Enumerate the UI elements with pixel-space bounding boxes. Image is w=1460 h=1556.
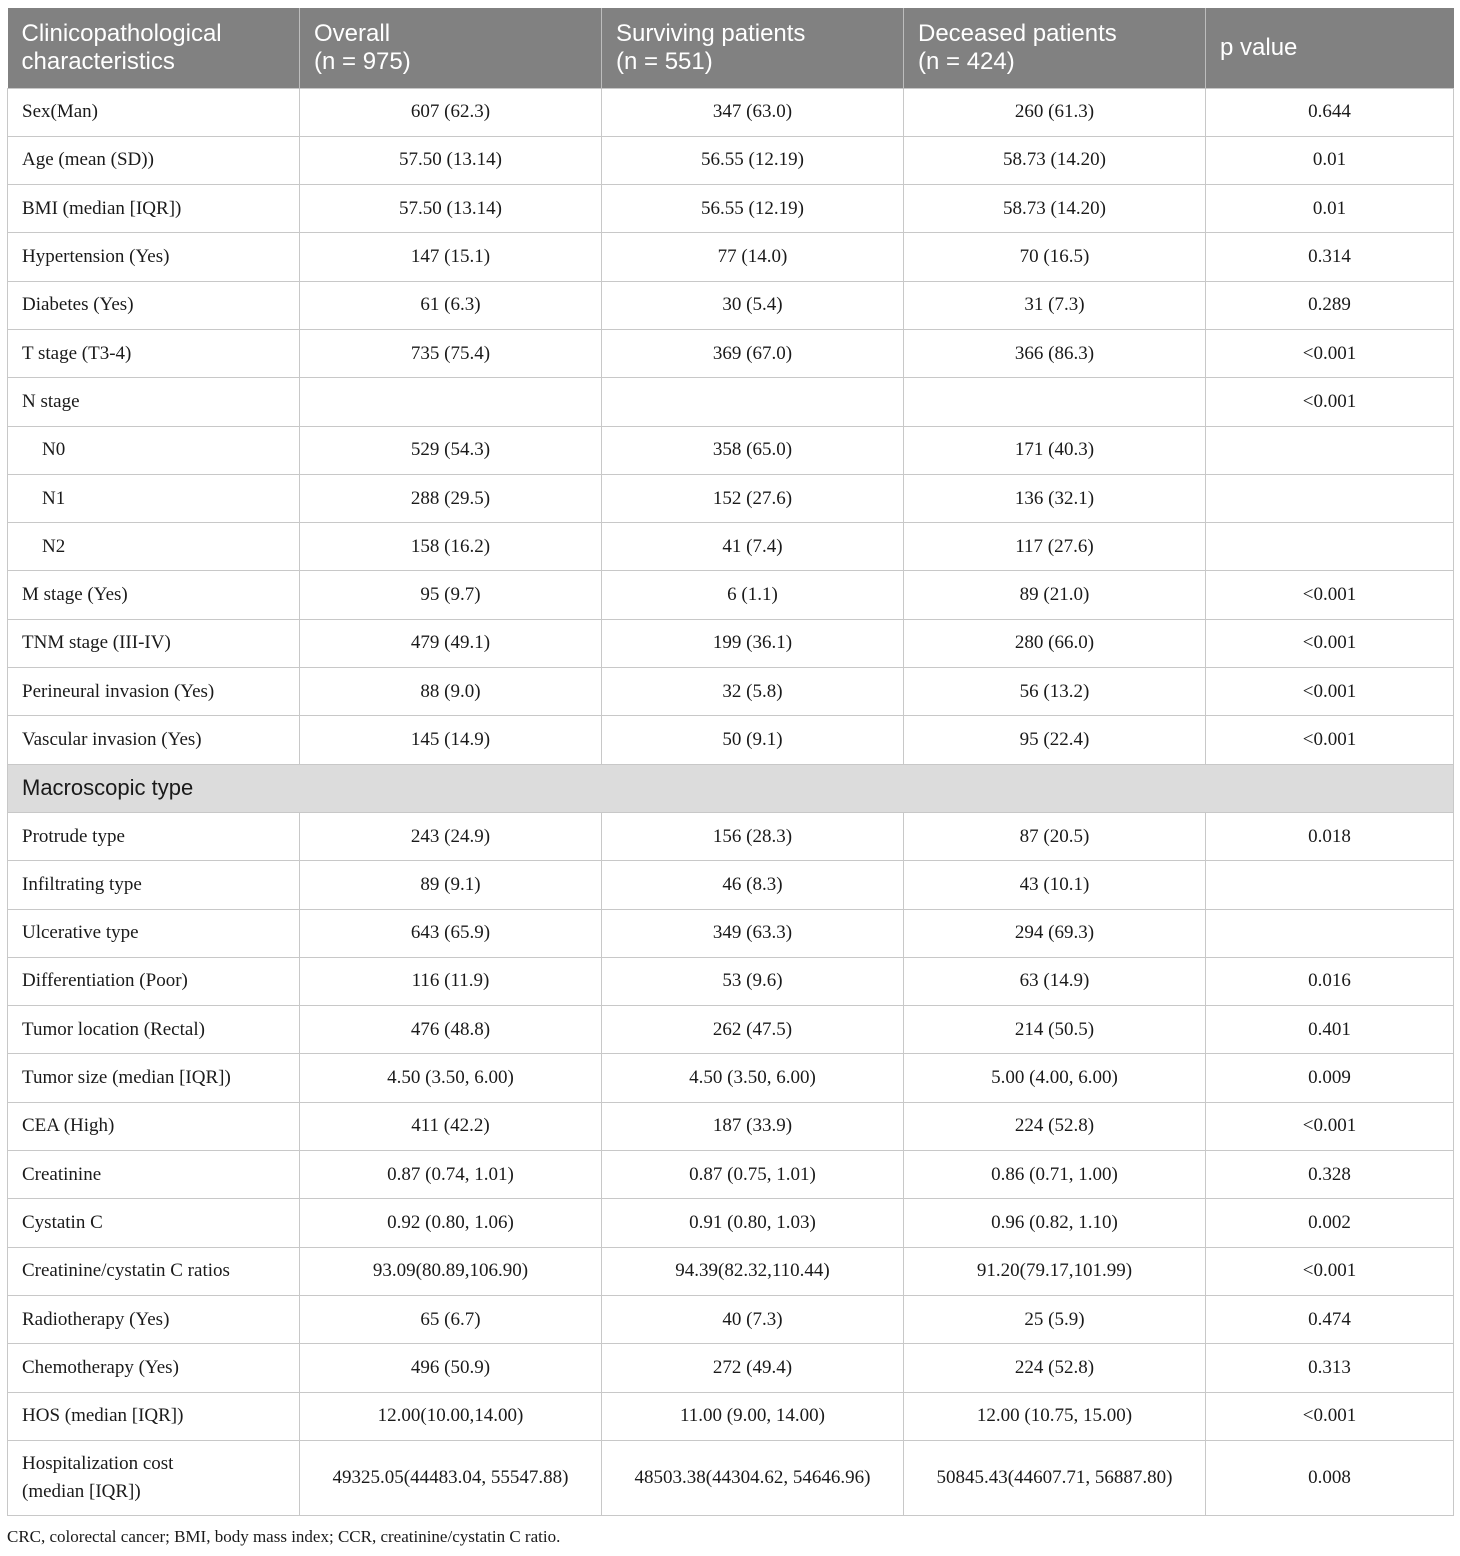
- deceased-value: 43 (10.1): [904, 861, 1206, 909]
- p-value: 0.644: [1206, 88, 1454, 136]
- overall-value: 145 (14.9): [300, 716, 602, 764]
- surviving-value: 56.55 (12.19): [602, 185, 904, 233]
- table-footnote: CRC, colorectal cancer; BMI, body mass index; CCR, creatinine/cystatin C ratio.: [7, 1527, 561, 1546]
- p-value: [1206, 861, 1454, 909]
- deceased-value: 0.96 (0.82, 1.10): [904, 1199, 1206, 1247]
- row-label: Radiotherapy (Yes): [8, 1295, 300, 1343]
- surviving-value: 40 (7.3): [602, 1295, 904, 1343]
- row-label: Creatinine/cystatin C ratios: [8, 1247, 300, 1295]
- overall-value: 57.50 (13.14): [300, 136, 602, 184]
- p-value: 0.01: [1206, 185, 1454, 233]
- p-value: [1206, 909, 1454, 957]
- deceased-value: 95 (22.4): [904, 716, 1206, 764]
- header-line: (n = 975): [314, 47, 411, 75]
- header-line: (n = 424): [918, 47, 1015, 75]
- table-row: [8, 136, 1454, 184]
- overall-value: 607 (62.3): [300, 88, 602, 136]
- row-label: N2: [8, 523, 300, 571]
- overall-value: [300, 378, 602, 426]
- header-line: Clinicopathological: [21, 19, 222, 47]
- header-characteristics: [8, 8, 300, 88]
- deceased-value: 280 (66.0): [904, 619, 1206, 667]
- row-label: Age (mean (SD)): [8, 136, 300, 184]
- p-value: 0.314: [1206, 233, 1454, 281]
- surviving-value: 262 (47.5): [602, 1006, 904, 1054]
- overall-value: 735 (75.4): [300, 329, 602, 377]
- table-row: [8, 233, 1454, 281]
- overall-value: 288 (29.5): [300, 474, 602, 522]
- table-row: [8, 571, 1454, 619]
- header-row: [8, 8, 1454, 88]
- header-line: p value: [1220, 33, 1298, 61]
- table-row: [8, 1054, 1454, 1102]
- table-row: [8, 1392, 1454, 1440]
- p-value: <0.001: [1206, 1102, 1454, 1150]
- table-row: [8, 1440, 1454, 1515]
- row-label: Tumor location (Rectal): [8, 1006, 300, 1054]
- p-value: 0.018: [1206, 812, 1454, 860]
- table-row: [8, 1199, 1454, 1247]
- table-row: [8, 1102, 1454, 1150]
- deceased-value: 224 (52.8): [904, 1344, 1206, 1392]
- overall-value: 0.92 (0.80, 1.06): [300, 1199, 602, 1247]
- deceased-value: 171 (40.3): [904, 426, 1206, 474]
- row-label: N0: [8, 426, 300, 474]
- overall-value: 65 (6.7): [300, 1295, 602, 1343]
- p-value: 0.401: [1206, 1006, 1454, 1054]
- surviving-value: 4.50 (3.50, 6.00): [602, 1054, 904, 1102]
- deceased-value: 294 (69.3): [904, 909, 1206, 957]
- label-line: (median [IQR]): [22, 1480, 141, 1502]
- overall-value: 116 (11.9): [300, 957, 602, 1005]
- header-line: characteristics: [21, 47, 175, 75]
- p-value: 0.289: [1206, 281, 1454, 329]
- header-line: Surviving patients: [616, 19, 806, 47]
- overall-value: 0.87 (0.74, 1.01): [300, 1151, 602, 1199]
- p-value: [1206, 426, 1454, 474]
- p-value: 0.016: [1206, 957, 1454, 1005]
- deceased-value: 56 (13.2): [904, 668, 1206, 716]
- p-value: <0.001: [1206, 716, 1454, 764]
- surviving-value: 0.91 (0.80, 1.03): [602, 1199, 904, 1247]
- section-label: Macroscopic type: [8, 764, 1454, 812]
- deceased-value: 91.20(79.17,101.99): [904, 1247, 1206, 1295]
- surviving-value: 349 (63.3): [602, 909, 904, 957]
- table-body: [8, 88, 1454, 1515]
- p-value: 0.002: [1206, 1199, 1454, 1247]
- overall-value: 643 (65.9): [300, 909, 602, 957]
- p-value: 0.328: [1206, 1151, 1454, 1199]
- surviving-value: 56.55 (12.19): [602, 136, 904, 184]
- row-label: TNM stage (III-IV): [8, 619, 300, 667]
- surviving-value: 156 (28.3): [602, 812, 904, 860]
- label-line: Hospitalization cost: [22, 1452, 174, 1474]
- table-row: [8, 619, 1454, 667]
- deceased-value: 25 (5.9): [904, 1295, 1206, 1343]
- overall-value: 158 (16.2): [300, 523, 602, 571]
- p-value: <0.001: [1206, 378, 1454, 426]
- row-label: Infiltrating type: [8, 861, 300, 909]
- p-value: 0.313: [1206, 1344, 1454, 1392]
- deceased-value: 70 (16.5): [904, 233, 1206, 281]
- p-value: 0.008: [1206, 1440, 1454, 1515]
- sub-row: [8, 426, 1454, 474]
- sub-row: [8, 523, 1454, 571]
- surviving-value: 32 (5.8): [602, 668, 904, 716]
- deceased-value: 366 (86.3): [904, 329, 1206, 377]
- header-line: Deceased patients: [918, 19, 1117, 47]
- row-label: BMI (median [IQR]): [8, 185, 300, 233]
- header-surviving: [602, 8, 904, 88]
- deceased-value: 5.00 (4.00, 6.00): [904, 1054, 1206, 1102]
- row-label: Diabetes (Yes): [8, 281, 300, 329]
- p-value: <0.001: [1206, 1247, 1454, 1295]
- surviving-value: 272 (49.4): [602, 1344, 904, 1392]
- table-row: [8, 1344, 1454, 1392]
- p-value: 0.01: [1206, 136, 1454, 184]
- row-label: CEA (High): [8, 1102, 300, 1150]
- row-label: N stage: [8, 378, 300, 426]
- table-row: [8, 716, 1454, 764]
- overall-value: 496 (50.9): [300, 1344, 602, 1392]
- p-value: <0.001: [1206, 571, 1454, 619]
- surviving-value: 358 (65.0): [602, 426, 904, 474]
- overall-value: 147 (15.1): [300, 233, 602, 281]
- overall-value: 95 (9.7): [300, 571, 602, 619]
- surviving-value: 46 (8.3): [602, 861, 904, 909]
- row-label: Differentiation (Poor): [8, 957, 300, 1005]
- overall-value: 12.00(10.00,14.00): [300, 1392, 602, 1440]
- row-label: Tumor size (median [IQR]): [8, 1054, 300, 1102]
- deceased-value: 0.86 (0.71, 1.00): [904, 1151, 1206, 1199]
- deceased-value: 31 (7.3): [904, 281, 1206, 329]
- p-value: <0.001: [1206, 329, 1454, 377]
- header-line: Overall: [314, 19, 391, 47]
- deceased-value: 50845.43(44607.71, 56887.80): [904, 1440, 1206, 1515]
- row-label: Hypertension (Yes): [8, 233, 300, 281]
- overall-value: 61 (6.3): [300, 281, 602, 329]
- row-label: HOS (median [IQR]): [8, 1392, 300, 1440]
- overall-value: 529 (54.3): [300, 426, 602, 474]
- table-row: [8, 861, 1454, 909]
- overall-value: 88 (9.0): [300, 668, 602, 716]
- deceased-value: 58.73 (14.20): [904, 185, 1206, 233]
- row-label: Creatinine: [8, 1151, 300, 1199]
- surviving-value: 6 (1.1): [602, 571, 904, 619]
- row-label: Vascular invasion (Yes): [8, 716, 300, 764]
- deceased-value: 136 (32.1): [904, 474, 1206, 522]
- surviving-value: 94.39(82.32,110.44): [602, 1247, 904, 1295]
- header-overall: [300, 8, 602, 88]
- section-row: [8, 764, 1454, 812]
- p-value: [1206, 523, 1454, 571]
- surviving-value: [602, 378, 904, 426]
- deceased-value: 214 (50.5): [904, 1006, 1206, 1054]
- header-p-value: [1206, 8, 1454, 88]
- table-row: [8, 329, 1454, 377]
- table-row: [8, 812, 1454, 860]
- p-value: <0.001: [1206, 619, 1454, 667]
- overall-value: 479 (49.1): [300, 619, 602, 667]
- overall-value: 243 (24.9): [300, 812, 602, 860]
- p-value: 0.474: [1206, 1295, 1454, 1343]
- surviving-value: 30 (5.4): [602, 281, 904, 329]
- surviving-value: 347 (63.0): [602, 88, 904, 136]
- deceased-value: 224 (52.8): [904, 1102, 1206, 1150]
- table-row: [8, 1295, 1454, 1343]
- overall-value: 57.50 (13.14): [300, 185, 602, 233]
- deceased-value: 12.00 (10.75, 15.00): [904, 1392, 1206, 1440]
- row-label: Cystatin C: [8, 1199, 300, 1247]
- table-row: [8, 378, 1454, 426]
- table-row: [8, 668, 1454, 716]
- row-label: Protrude type: [8, 812, 300, 860]
- surviving-value: 50 (9.1): [602, 716, 904, 764]
- table-row: [8, 185, 1454, 233]
- surviving-value: 48503.38(44304.62, 54646.96): [602, 1440, 904, 1515]
- overall-value: 89 (9.1): [300, 861, 602, 909]
- overall-value: 4.50 (3.50, 6.00): [300, 1054, 602, 1102]
- row-label: Perineural invasion (Yes): [8, 668, 300, 716]
- overall-value: 411 (42.2): [300, 1102, 602, 1150]
- table-row: [8, 909, 1454, 957]
- row-label: N1: [8, 474, 300, 522]
- deceased-value: 63 (14.9): [904, 957, 1206, 1005]
- p-value: <0.001: [1206, 668, 1454, 716]
- header-line: (n = 551): [616, 47, 713, 75]
- p-value: 0.009: [1206, 1054, 1454, 1102]
- surviving-value: 152 (27.6): [602, 474, 904, 522]
- surviving-value: 41 (7.4): [602, 523, 904, 571]
- deceased-value: 117 (27.6): [904, 523, 1206, 571]
- row-label: [8, 1440, 300, 1515]
- table-row: [8, 1151, 1454, 1199]
- deceased-value: 260 (61.3): [904, 88, 1206, 136]
- deceased-value: 87 (20.5): [904, 812, 1206, 860]
- surviving-value: 199 (36.1): [602, 619, 904, 667]
- table-row: [8, 88, 1454, 136]
- overall-value: 93.09(80.89,106.90): [300, 1247, 602, 1295]
- p-value: [1206, 474, 1454, 522]
- row-label: Ulcerative type: [8, 909, 300, 957]
- overall-value: 49325.05(44483.04, 55547.88): [300, 1440, 602, 1515]
- table-row: [8, 1006, 1454, 1054]
- table-row: [8, 281, 1454, 329]
- table-header: [8, 8, 1454, 88]
- table-row: [8, 957, 1454, 1005]
- overall-value: 476 (48.8): [300, 1006, 602, 1054]
- sub-row: [8, 474, 1454, 522]
- row-label: T stage (T3-4): [8, 329, 300, 377]
- row-label: M stage (Yes): [8, 571, 300, 619]
- header-deceased: [904, 8, 1206, 88]
- surviving-value: 11.00 (9.00, 14.00): [602, 1392, 904, 1440]
- p-value: <0.001: [1206, 1392, 1454, 1440]
- surviving-value: 369 (67.0): [602, 329, 904, 377]
- table-row: [8, 1247, 1454, 1295]
- characteristics-table: [7, 8, 1454, 1516]
- surviving-value: 187 (33.9): [602, 1102, 904, 1150]
- surviving-value: 0.87 (0.75, 1.01): [602, 1151, 904, 1199]
- deceased-value: 89 (21.0): [904, 571, 1206, 619]
- surviving-value: 53 (9.6): [602, 957, 904, 1005]
- deceased-value: 58.73 (14.20): [904, 136, 1206, 184]
- deceased-value: [904, 378, 1206, 426]
- row-label: Sex(Man): [8, 88, 300, 136]
- surviving-value: 77 (14.0): [602, 233, 904, 281]
- row-label: Chemotherapy (Yes): [8, 1344, 300, 1392]
